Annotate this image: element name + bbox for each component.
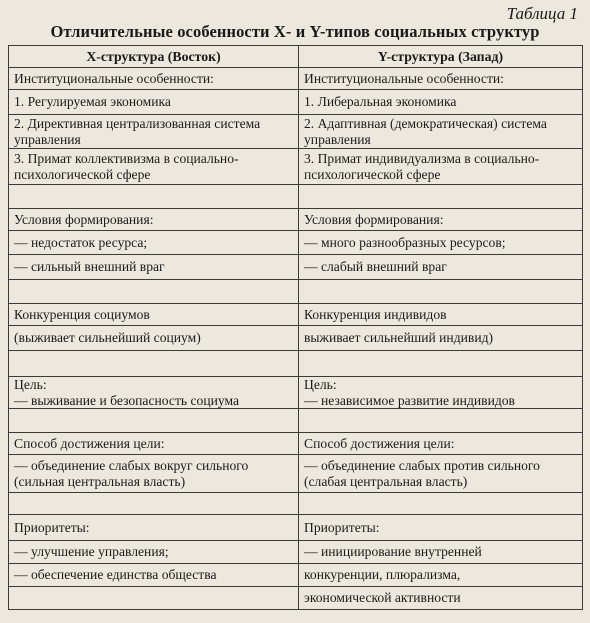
table-row: [9, 90, 583, 115]
header-y-structure: Y-структура (Запад): [299, 46, 583, 68]
table-row: [9, 351, 583, 377]
cell-x-structure: Институциональные особенности:: [9, 68, 299, 90]
table-row: [9, 255, 583, 280]
table-row: [9, 304, 583, 326]
cell-x-structure: [9, 280, 299, 304]
table-row: [9, 409, 583, 433]
cell-x-structure: Приоритеты:: [9, 515, 299, 541]
table-row: [9, 433, 583, 455]
cell-x-structure: [9, 185, 299, 209]
cell-x-structure: — обеспечение единства общества: [9, 564, 299, 587]
cell-y-structure: 2. Адаптивная (демократическая) система управления: [299, 115, 583, 149]
cell-x-structure: Условия формирования:: [9, 209, 299, 231]
cell-y-structure: [299, 493, 583, 515]
cell-y-structure: 1. Либеральная экономика: [299, 90, 583, 115]
cell-y-structure: — слабый внешний враг: [299, 255, 583, 280]
header-x-structure: X-структура (Восток): [9, 46, 299, 68]
cell-x-structure: 3. Примат коллективизма в социально- психологической сфере: [9, 149, 299, 185]
cell-y-structure: [299, 351, 583, 377]
table-caption: Таблица 1: [506, 4, 578, 23]
cell-x-structure: 1. Регулируемая экономика: [9, 90, 299, 115]
comparison-table: [8, 45, 583, 610]
cell-y-structure: [299, 409, 583, 433]
cell-x-structure: [9, 587, 299, 610]
cell-x-structure: [9, 351, 299, 377]
table-row: [9, 185, 583, 209]
cell-y-structure: Условия формирования:: [299, 209, 583, 231]
cell-x-structure: Конкуренция социумов: [9, 304, 299, 326]
cell-y-structure: Приоритеты:: [299, 515, 583, 541]
table-row: [9, 587, 583, 610]
cell-x-structure: — сильный внешний враг: [9, 255, 299, 280]
cell-y-structure: Институциональные особенности:: [299, 68, 583, 90]
table-row: [9, 455, 583, 493]
cell-y-structure: Способ достижения цели:: [299, 433, 583, 455]
table-row: [9, 377, 583, 409]
table-body: [9, 68, 583, 610]
table-row: [9, 493, 583, 515]
cell-y-structure: [299, 280, 583, 304]
table-row: [9, 326, 583, 351]
cell-y-structure: Цель: — независимое развитие индивидов: [299, 377, 583, 409]
table-row: [9, 515, 583, 541]
table-row: [9, 115, 583, 149]
cell-x-structure: Цель: — выживание и безопасность социума: [9, 377, 299, 409]
table-row: [9, 209, 583, 231]
table-title: Отличительные особенности X- и Y-типов социальных структур: [50, 22, 540, 41]
cell-y-structure: Конкуренция индивидов: [299, 304, 583, 326]
cell-x-structure: [9, 409, 299, 433]
cell-y-structure: — инициирование внутренней: [299, 541, 583, 564]
cell-y-structure: [299, 185, 583, 209]
cell-x-structure: (выживает сильнейший социум): [9, 326, 299, 351]
table-row: [9, 68, 583, 90]
table-row: [9, 149, 583, 185]
table-row: [9, 541, 583, 564]
table-header-row: [9, 46, 583, 68]
cell-y-structure: выживает сильнейший индивид): [299, 326, 583, 351]
cell-x-structure: 2. Директивная централизованная система управления: [9, 115, 299, 149]
table-row: [9, 231, 583, 255]
cell-y-structure: — много разнообразных ресурсов;: [299, 231, 583, 255]
cell-x-structure: [9, 493, 299, 515]
cell-y-structure: конкуренции, плюрализма,: [299, 564, 583, 587]
table-row: [9, 280, 583, 304]
cell-x-structure: Способ достижения цели:: [9, 433, 299, 455]
cell-x-structure: — недостаток ресурса;: [9, 231, 299, 255]
cell-x-structure: — улучшение управления;: [9, 541, 299, 564]
cell-x-structure: — объединение слабых вокруг сильного (сильная центральная власть): [9, 455, 299, 493]
cell-y-structure: 3. Примат индивидуализма в социально-психологической сфере: [299, 149, 583, 185]
cell-y-structure: — объединение слабых против сильного (слабая центральная власть): [299, 455, 583, 493]
cell-y-structure: экономической активности: [299, 587, 583, 610]
table-row: [9, 564, 583, 587]
